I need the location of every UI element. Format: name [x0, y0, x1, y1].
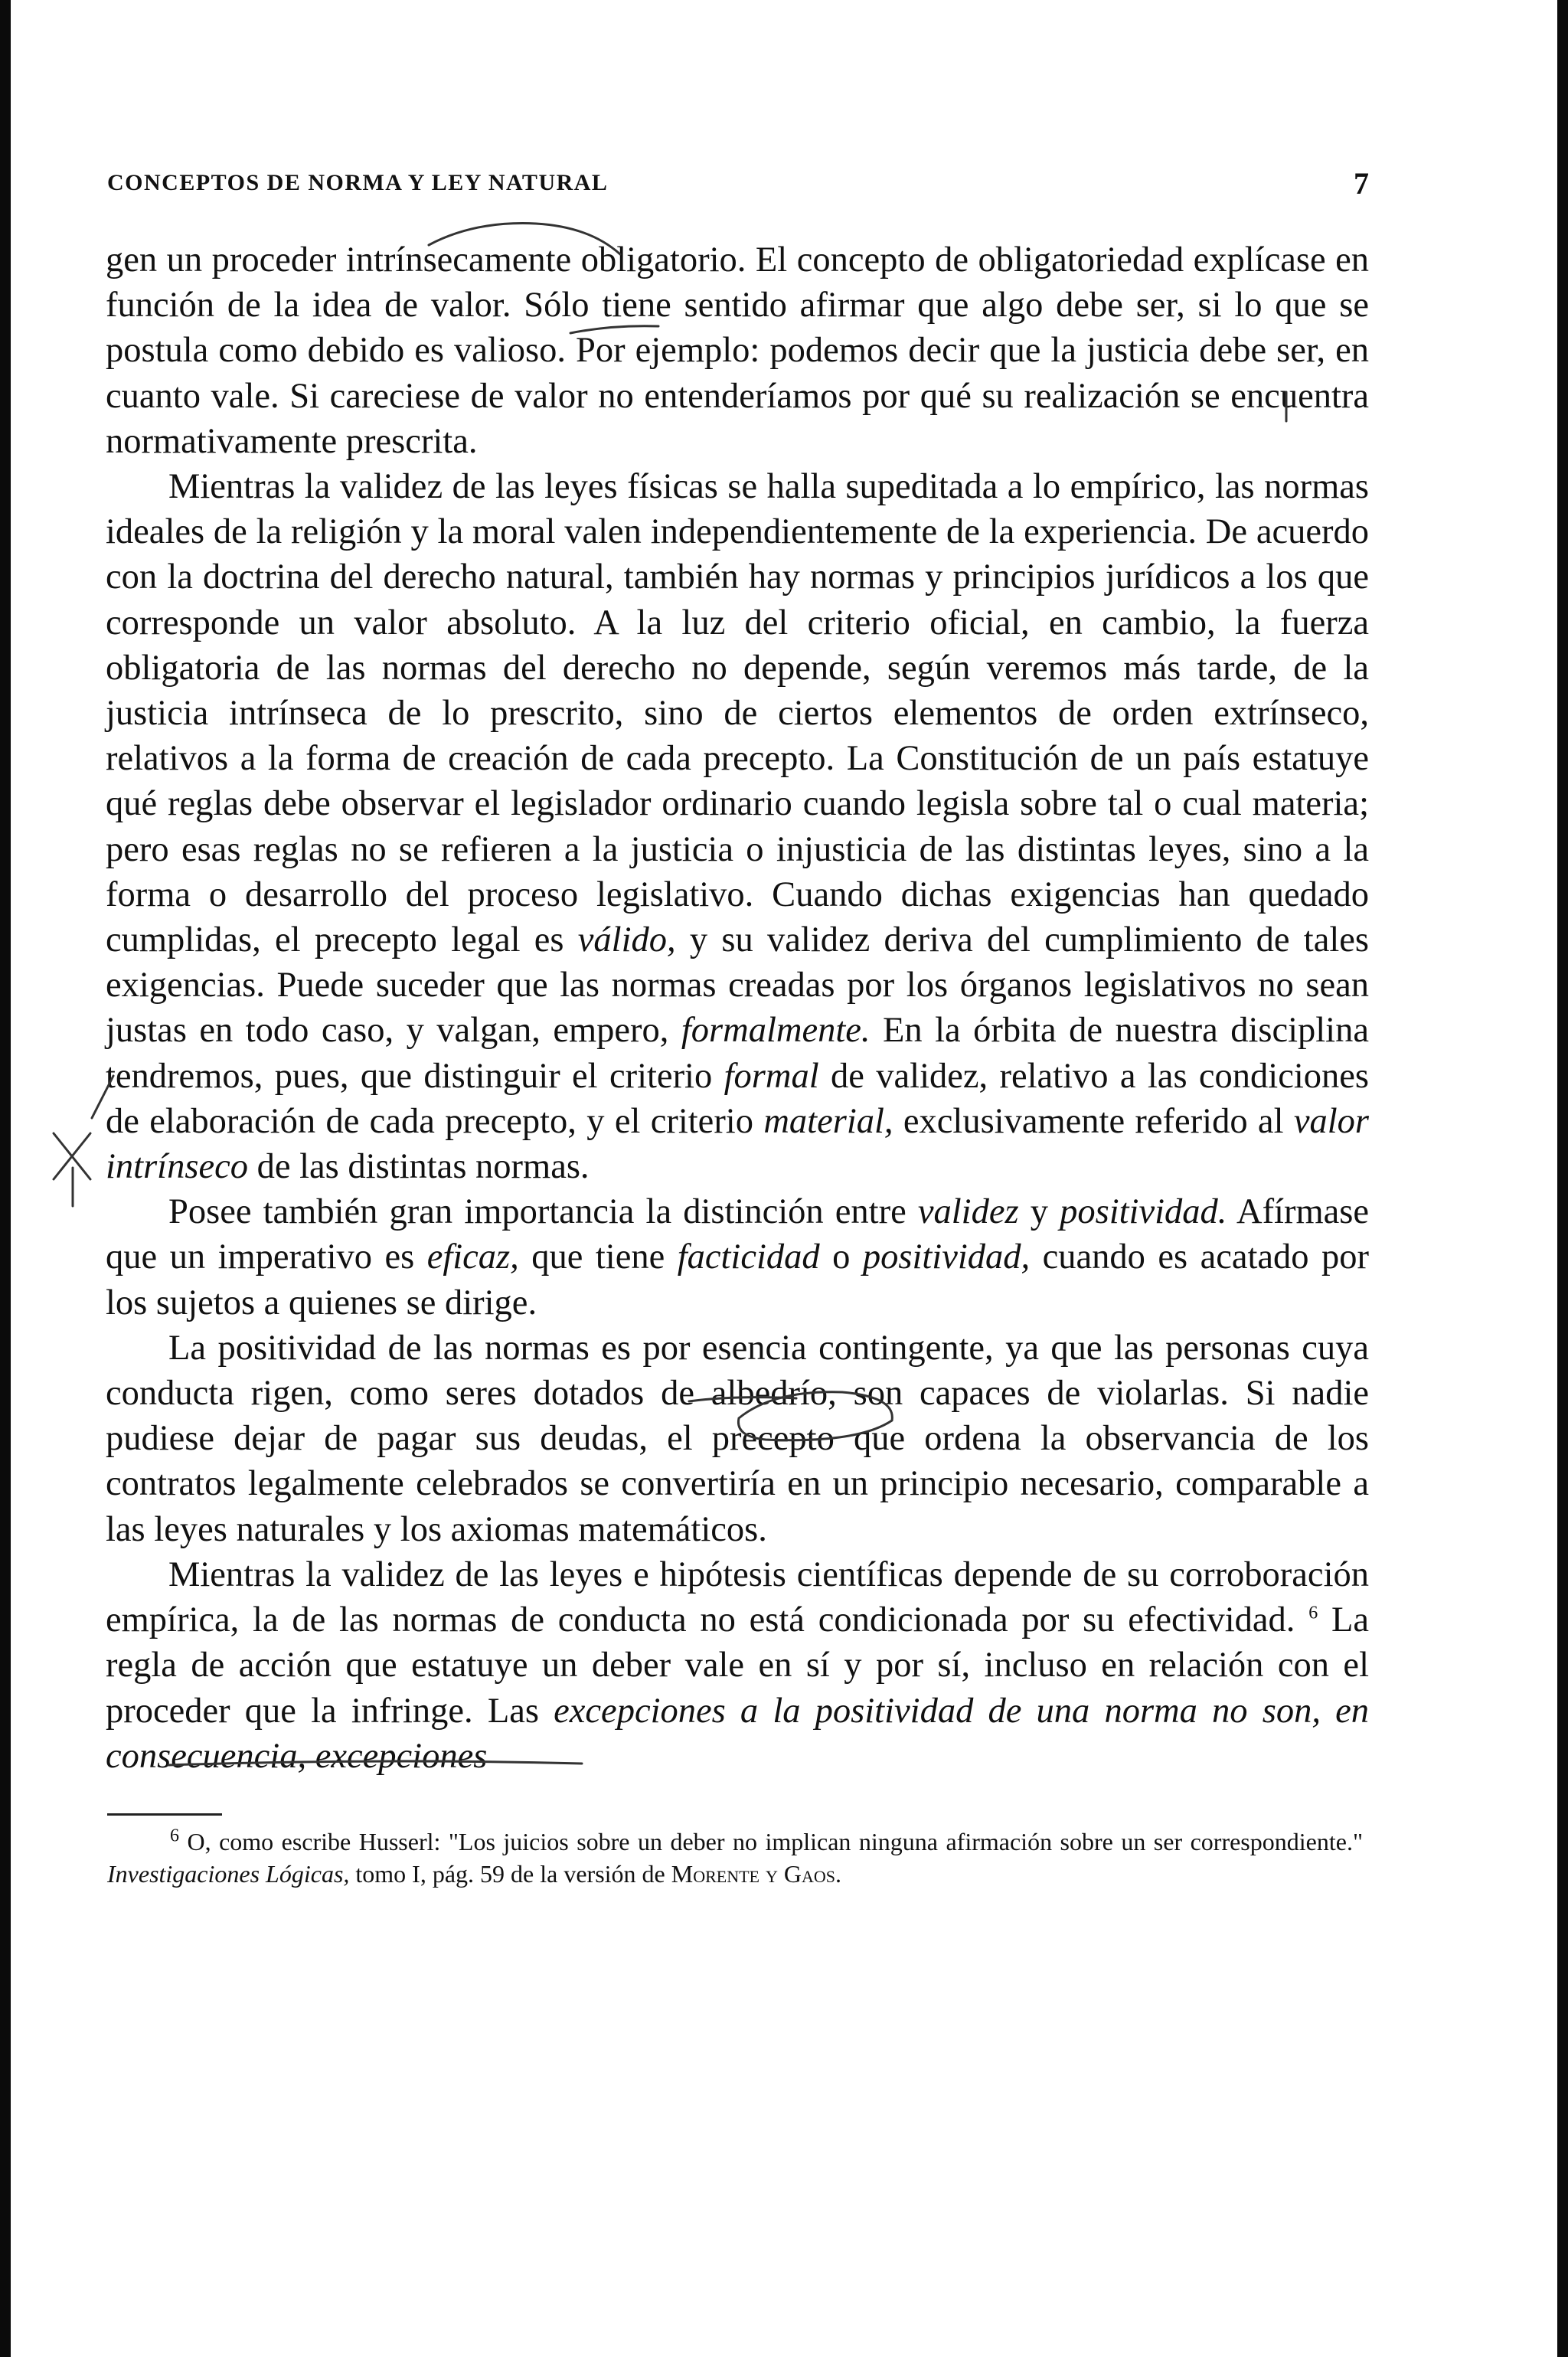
footnote-small-caps: Morente y Gaos. [671, 1860, 841, 1888]
p3-text-e: o [832, 1237, 851, 1277]
running-head: CONCEPTOS DE NORMA Y LEY NATURAL [107, 170, 609, 195]
page-number: 7 [1354, 166, 1369, 201]
p3-italic-1: validez [917, 1192, 1019, 1232]
footnotes [107, 1826, 1363, 1890]
p2-italic-1: válido, [577, 920, 676, 960]
footnote-rule [107, 1813, 222, 1816]
scan-edge-left [0, 0, 11, 2357]
page-header [107, 166, 1369, 208]
p3-italic-3: eficaz, [426, 1237, 519, 1277]
p2-text-d: de validez, relativo a las condiciones de elaboración de cada precepto, y el criterio [106, 1056, 1370, 1141]
footnote-6 [107, 1826, 1363, 1890]
p3-text-c: Afírmase que un imperativo es [106, 1192, 1369, 1277]
p3-text-a: Posee también gran importancia la distinción entre [168, 1192, 906, 1232]
p5-text-b: La regla de acción que estatuye un deber vale en sí y por sí, incluso en relación con el proceder que la infringe. Las [106, 1600, 1370, 1731]
p2-text-c: En la órbita de nuestra disciplina tendremos, pues, que distinguir el criterio [106, 1011, 1369, 1096]
p3-text-f: cuando es acatado por los sujetos a quienes se dirige. [106, 1237, 1369, 1322]
paragraph-4: La positividad de las normas es por esencia contingente, ya que las personas cuya conducta rigen, como seres dotados de albedrío, son capaces de violarlas. Si nadie pudiese dejar de pagar sus deudas, el precepto que ordena la observancia de los contratos legalmente celebrados se convertiría en un principio necesario, comparable a las leyes naturales y los axiomas matemáticos. [106, 1328, 1369, 1549]
p2-text-e: exclusivamente referido al [903, 1101, 1284, 1141]
p3-italic-4: facticidad [677, 1237, 820, 1277]
p2-italic-2: formalmente. [681, 1011, 871, 1051]
paragraph-3 [106, 1189, 1369, 1326]
footnote-number: 6 [170, 1826, 179, 1846]
footnote-text-a: O, como escribe Husserl: "Los juicios sobre un deber no implican ninguna afirmación sobre un ser correspondiente." [187, 1828, 1364, 1855]
p2-italic-5: valor intrínseco [106, 1101, 1369, 1187]
p5-italic-1: excepciones a la positividad de una norma no son, en consecuencia, excepciones [106, 1691, 1370, 1776]
p5-text-a: Mientras la validez de las leyes e hipótesis científicas depende de su corroboración empírica, la de las normas de conducta no está condicionada por su efectividad. [106, 1554, 1369, 1640]
paragraph-1: gen un proceder intrínsecamente obligatorio. El concepto de obligatoriedad explícase en función de la idea de valor. Sólo tiene sentido afirmar que algo debe ser, si lo que se postula como debido es valioso. Por ejemplo: podemos decir que la justicia debe ser, en cuanto vale. Si careciese de valor no entenderíamos por qué su realización se encuentra normativamente prescrita. [106, 240, 1369, 461]
p3-text-d: que tiene [531, 1237, 665, 1277]
paragraph-5 [106, 1552, 1369, 1779]
p3-italic-2: positividad. [1060, 1192, 1227, 1232]
paragraph-2 [106, 464, 1369, 1189]
body-text [106, 237, 1369, 1779]
p2-text-f: de las distintas normas. [256, 1147, 590, 1187]
p3-text-b: y [1030, 1192, 1048, 1232]
p2-text-a: Mientras la validez de las leyes físicas se halla supeditada a lo empírico, las normas ideales de la religión y la moral valen independientemente de la experiencia. De acuerdo con la doctrina del derecho natural, también hay normas y principios jurídicos a los que corresponde un valor absoluto. A la luz del criterio oficial, en cambio, la fuerza obligatoria de las normas del derecho no depende, según veremos más tarde, de la justicia intrínseca de lo prescrito, sino de ciertos elementos de orden extrínseco, relativos a la forma de creación de cada precepto. La Constitución de un país estatuye qué reglas debe observar el legislador ordinario cuando legisla sobre tal o cual materia; pero esas reglas no se refieren a la justicia o injusticia de las distintas leyes, sino a la forma o desarrollo del proceso legislativo. Cuando dichas exigencias han quedado cumplidas, el precepto legal es [106, 467, 1369, 960]
footnote-italic: Investigaciones Lógicas, [107, 1860, 350, 1888]
footnote-reference[interactable]: 6 [1308, 1603, 1318, 1623]
p2-italic-4: material, [763, 1101, 893, 1141]
p2-text-b: y su validez deriva del cumplimiento de tales exigencias. Puede suceder que las normas creadas por los órganos legislativos no sean justas en todo caso, y valgan, empero, [106, 920, 1369, 1051]
p2-italic-3: formal [724, 1056, 819, 1096]
footnote-text-b: tomo I, pág. 59 de la versión de [355, 1860, 665, 1888]
pencil-mark-margin-2 [54, 1133, 90, 1179]
scan-edge-right [1557, 0, 1568, 2357]
p3-italic-5: positividad, [862, 1237, 1031, 1277]
